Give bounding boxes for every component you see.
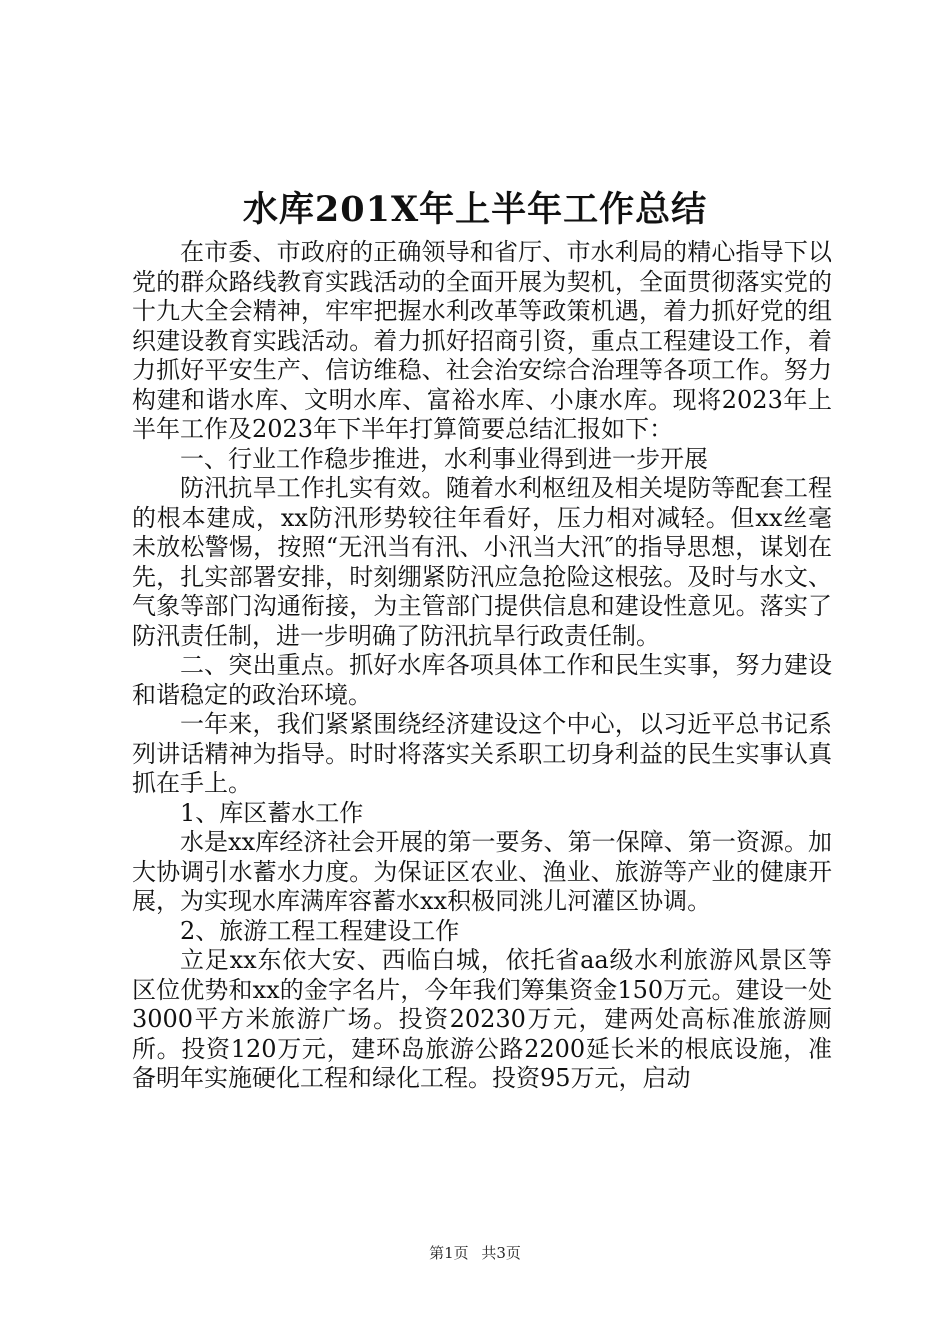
paragraph-intro: 在市委、市政府的正确领导和省厅、市水利局的精心指导下以党的群众路线教育实践活动的全面开展为契机，全面贯彻落实党的十九大全会精神，牢牢把握水利改革等政策机遇，着力抓好党的组织建设教育实践活动。着力抓好招商引资，重点工程建设工作，着力抓好平安生产、信访维稳、社会治安综合治理等各项工作。努力构建和谐水库、文明水库、富裕水库、小康水库。现将2023年上半年工作及2023年下半年打算简要总结汇报如下： [132,238,832,443]
page-footer [0,1243,950,1263]
subheading-water-storage: 1、库区蓄水工作 [180,798,364,827]
page-total: 共3页 [481,1244,521,1262]
document-title: 水库201X年上半年工作总结 [242,189,708,230]
section-heading-2: 二、突出重点。抓好水库各项具体工作和民生实事，努力建设和谐稳定的政治环境。 [132,651,832,709]
paragraph-tourism: 立足xx东依大安、西临白城，依托省aa级水利旅游风景区等区位优势和xx的金字名片，今年我们筹集资金150万元。建设一处3000平方米旅游广场。投资20230万元，建两处高标准旅游厕所。投资120万元，建环岛旅游公路2200延长米的根底设施，准备明年实施硬化工程和绿化工程。投资95万元，启动 [132,946,832,1092]
subheading-tourism: 2、旅游工程工程建设工作 [180,916,460,945]
section-heading-1: 一、行业工作稳步推进，水利事业得到进一步开展 [180,444,708,473]
page-number: 第1页 [429,1244,469,1262]
document-body [132,238,832,1094]
paragraph-water-storage: 水是xx库经济社会开展的第一要务、第一保障、第一资源。加大协调引水蓄水力度。为保证区农业、渔业、旅游等产业的健康开展，为实现水库满库容蓄水xx积极同洮儿河灌区协调。 [132,828,832,915]
paragraph-flood-control: 防汛抗旱工作扎实有效。随着水利枢纽及相关堤防等配套工程的根本建成，xx防汛形势较往年看好，压力相对减轻。但xx丝毫未放松警惕，按照“无汛当有汛、小汛当大汛″的指导思想，谋划在先，扎实部署安排，时刻绷紧防汛应急抢险这根弦。及时与水文、气象等部门沟通衔接，为主管部门提供信息和建设性意见。落实了防汛责任制，进一步明确了防汛抗旱行政责任制。 [132,474,832,650]
paragraph-livelihood: 一年来，我们紧紧围绕经济建设这个中心，以习近平总书记系列讲话精神为指导。时时将落实关系职工切身利益的民生实事认真抓在手上。 [132,710,832,797]
